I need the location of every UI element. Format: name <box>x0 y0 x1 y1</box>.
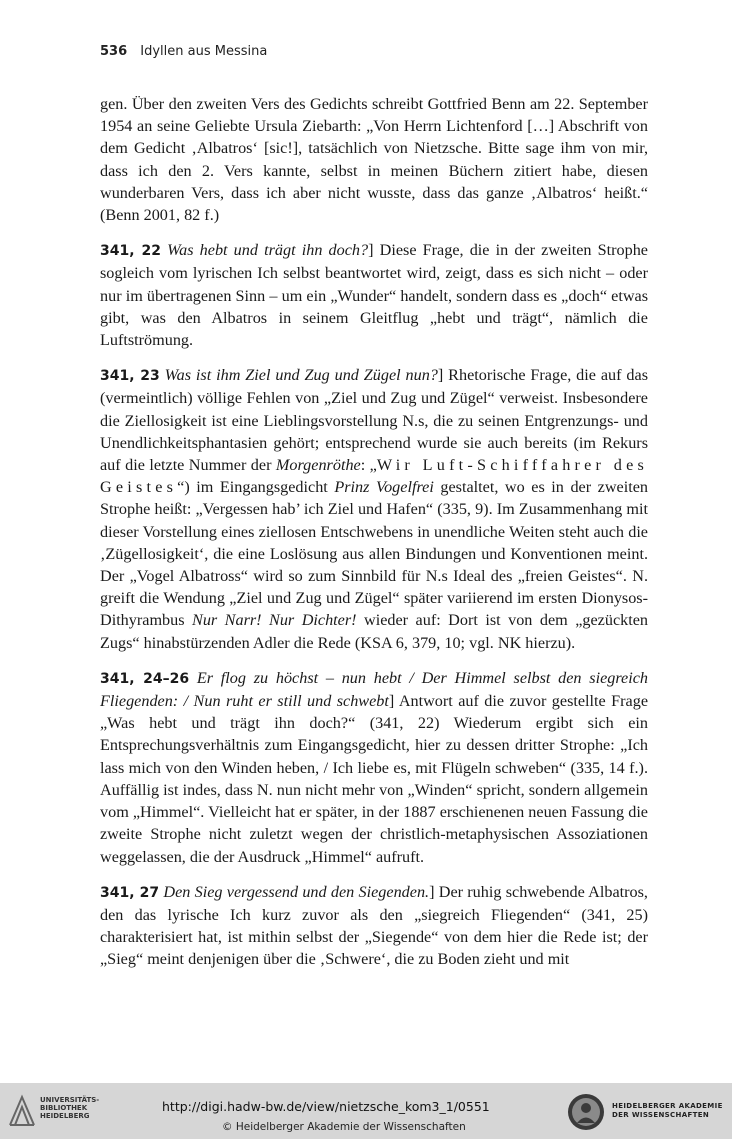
page-number: 536 <box>100 44 128 59</box>
library-logo-icon <box>8 1093 36 1127</box>
commentary-text: wieder auf: Dort ist von dem „gezückten Zugs“ hinabstürzenden Adler die Rede (KSA 6, 379, 10; vgl. NK hierzu). <box>100 611 648 652</box>
commentary-text: ] Der ruhig schwebende Albatros, den das lyrische Ich kurz zuvor als den „siegreich Fliegenden“ (341, 25) charakterisiert hat, ist mithin selbst der „Siegende“ von dem hier die Rede ist; der „Sieg“ meint denjenigen über die ‚Schwere‘, die zu Boden zieht und mit <box>100 882 648 969</box>
commentary-entry <box>100 667 648 868</box>
lemma: Er flog zu höchst – nun hebt / Der Himmel selbst den siegreich Fliegenden: / Nun ruht er still und schwebt <box>100 668 649 711</box>
work-title: Nur Narr! Nur Dichter! <box>192 611 357 630</box>
work-title: Morgenröthe <box>275 456 361 475</box>
running-header <box>100 44 267 59</box>
commentary-text: “) im Eingangsgedicht <box>177 478 335 497</box>
source-url[interactable]: http://digi.hadw-bw.de/view/nietzsche_kom3_1/0551 <box>162 1099 490 1114</box>
spaced-quote: Wir Luft-Schifffahrer des Geistes <box>100 456 649 497</box>
commentary-text: ] Diese Frage, die in der zweiten Strophe sogleich vom lyrischen Ich selbst beantwortet wird, zeigt, dass es sich nicht – oder nur im übertragenen Sinn – um ein „Wunder“ handelt, sondern dass es „doch“ etwas gibt, was den Albatros in seinem Gleitflug „hebt und trägt“, nämlich die Luftströmung. <box>100 241 648 350</box>
commentary-entry <box>100 364 648 654</box>
commentary-text: : „ <box>360 456 377 475</box>
library-name: UNIVERSITÄTS- BIBLIOTHEK HEIDELBERG <box>40 1096 100 1120</box>
lemma: Was hebt und trägt ihn doch? <box>167 241 369 260</box>
footer-bar <box>0 1083 732 1139</box>
commentary-text: ] Antwort auf die zuvor gestellte Frage „Was hebt und trägt ihn doch?“ (341, 22) Wiederum ergibt sich ein Entsprechungsverhältnis zum Eingangsgedicht, hier zu dessen dritter Strophe: „Ich lass mich von den Winden heben, / Ich liebe es, mit Flügeln schweben“ (335, 14 f.). Auffällig ist indes, dass N. nun nicht mehr von „Winden“ spricht, sondern allgemein vom „Himmel“. Vielleicht hat er später, in der 1887 erschienenen neuen Fassung die zweite Strophe nicht zuletzt wegen der christlich-metaphysischen Assoziationen weggelassen, die der Ausdruck „Himmel“ aufruft. <box>100 692 649 866</box>
paragraph-text: gen. Über den zweiten Vers des Gedichts schreibt Gottfried Benn am 22. September 1954 an seine Geliebte Ursula Ziebarth: „Von Herrn Lichtenford […] Abschrift von dem Gedicht ‚Albatros‘ [sic!], tatsächlich von Nietzsche. Bitte sage ihm von mir, dass ich den 2. Vers kannte, selbst in meinen Büchern zitiert habe, diesen wunderbaren Vers, dass ich aber nicht wusste, dass das ganze ‚Albatros‘ heißt.“ (Benn 2001, 82 f.) <box>100 95 648 225</box>
line-reference: 341, 23 <box>100 368 160 385</box>
commentary-entry <box>100 239 648 351</box>
running-title: Idyllen aus Messina <box>140 44 268 59</box>
copyright-notice: © Heidelberger Akademie der Wissenschaften <box>222 1121 466 1133</box>
line-reference: 341, 24–26 <box>100 670 190 687</box>
work-title: Prinz Vogelfrei <box>334 478 434 497</box>
line-reference: 341, 27 <box>100 884 160 901</box>
line-reference: 341, 22 <box>100 243 161 260</box>
academy-seal-icon <box>566 1092 606 1132</box>
commentary-text: ] Rhetorische Frage, die auf das (vermeintlich) völlige Fehlen von „Ziel und Zug und Zügel“ verweist. Insbesondere die Ziellosigkeit ist eine Lieblingsvorstellung N.s, die zu seinen Entgrenzungs- und Unendlichkeitsphantasien gehört; entsprechend wurde sie auch bereits (im Rekurs auf die letzte Nummer der <box>100 366 648 475</box>
lemma: Den Sieg vergessend und den Siegenden. <box>163 882 430 901</box>
academy-name: HEIDELBERGER AKADEMIE DER WISSENSCHAFTEN <box>612 1102 723 1119</box>
commentary-text: gestaltet, wo es in der zweiten Strophe heißt: „Vergessen hab’ ich Ziel und Hafen“ (335, 9). Im Zusammenhang mit dieser Vorstellung eines ziellosen Entschwebens in unendliche Weiten steht auch die ‚Zügellosigkeit‘, die eine Loslösung aus allen Bindungen und Konventionen meint. Der „Vogel Albatross“ wird so zum Sinnbild für N.s Ideal des „freien Geistes“. N. greift die Wendung „Ziel und Zug und Zügel“ später variierend im ersten Dionysos-Dithyrambus <box>100 478 648 630</box>
lemma: Was ist ihm Ziel und Zug und Zügel nun? <box>164 366 438 385</box>
main-text <box>100 93 648 984</box>
commentary-entry <box>100 881 648 971</box>
paragraph-continuation <box>100 93 648 226</box>
